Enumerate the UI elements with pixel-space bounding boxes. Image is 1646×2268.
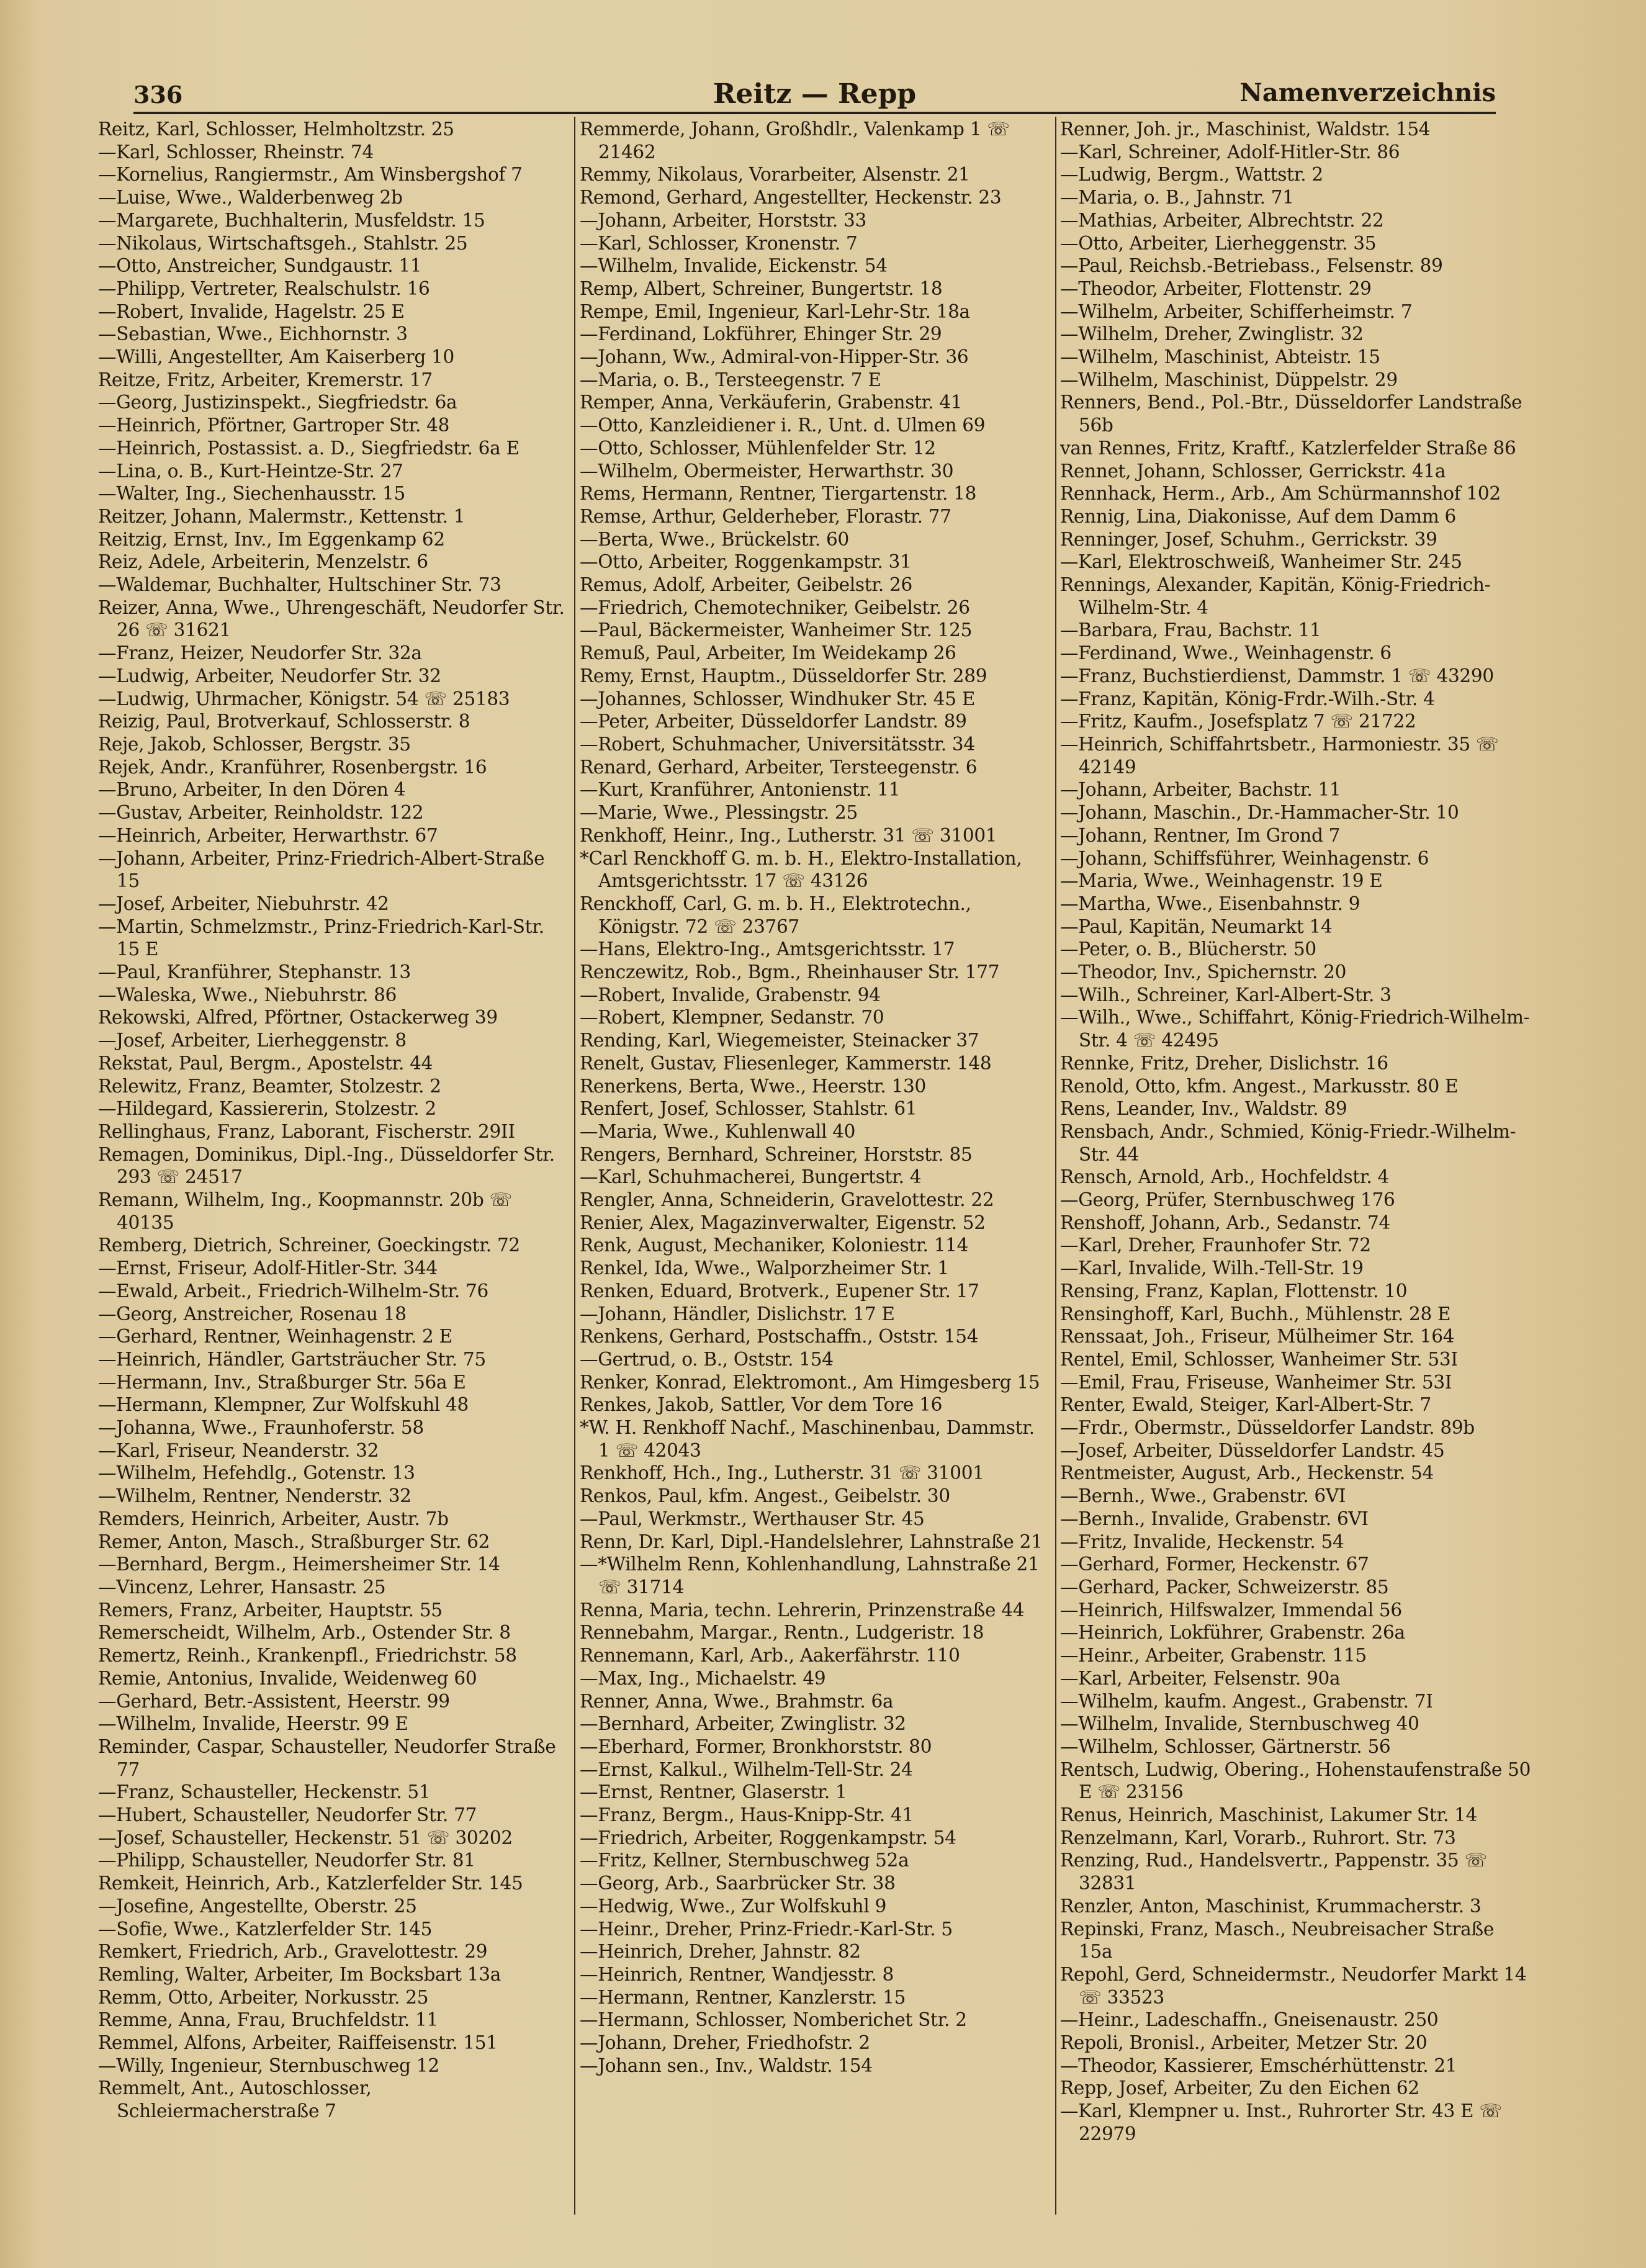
directory-entry: —Gerhard, Packer, Schweizerstr. 85 <box>1060 1577 1389 1598</box>
directory-entry: —Heinrich, Pförtner, Gartroper Str. 48 <box>98 415 450 436</box>
directory-entry: —Ludwig, Bergm., Wattstr. 2 <box>1060 164 1323 186</box>
directory-entry: —Ernst, Friseur, Adolf-Hitler-Str. 344 <box>98 1258 438 1279</box>
directory-entry: —Johanna, Wwe., Fraunhoferstr. 58 <box>98 1417 424 1439</box>
section-title: Namenverzeichnis <box>1239 78 1496 107</box>
directory-entry: —Ludwig, Arbeiter, Neudorfer Str. 32 <box>98 665 441 686</box>
directory-entry: —Otto, Arbeiter, Lierheggenstr. 35 <box>1060 232 1377 254</box>
directory-entry: —Josef, Arbeiter, Lierheggenstr. 8 <box>98 1030 407 1051</box>
directory-entry: Reje, Jakob, Schlosser, Bergstr. 35 <box>98 733 411 755</box>
directory-entry: Renninger, Josef, Schuhm., Gerrickstr. 39 <box>1060 528 1437 550</box>
directory-entry: Renn, Dr. Karl, Dipl.-Handelslehrer, Lahnstraße 21 <box>580 1531 1043 1552</box>
directory-entry: —Georg, Prüfer, Sternbuschweg 176 <box>1060 1189 1395 1211</box>
directory-entry: *Carl Renckhoff G. m. b. H., Elektro-Installation, Amtsgerichtsstr. 17 ☏ 43126 <box>580 847 1022 892</box>
directory-entry: Rellinghaus, Franz, Laborant, Fischerstr. 29II <box>98 1120 515 1142</box>
directory-entry: —Hermann, Schlosser, Nomberichet Str. 2 <box>580 2009 967 2031</box>
directory-entry: —Hans, Elektro-Ing., Amtsgerichtsstr. 17 <box>580 938 955 960</box>
directory-entry: —Maria, o. B., Tersteegenstr. 7 E <box>580 369 881 390</box>
directory-entry: Renkos, Paul, kfm. Angest., Geibelstr. 30 <box>580 1485 950 1507</box>
directory-entry: —Heinrich, Lokführer, Grabenstr. 26a <box>1060 1622 1405 1644</box>
directory-entry: —Gertrud, o. B., Oststr. 154 <box>580 1348 834 1370</box>
directory-entry: —Johann, Arbeiter, Prinz-Friedrich-Albert-Straße 15 <box>98 847 545 892</box>
directory-entry: Renczewitz, Rob., Bgm., Rheinhauser Str. 177 <box>580 961 1000 983</box>
directory-entry: —Margarete, Buchhalterin, Musfeldstr. 15 <box>98 209 485 231</box>
directory-entry: Remond, Gerhard, Angestellter, Heckenstr. 23 <box>580 187 1002 209</box>
directory-entry: Rensbach, Andr., Schmied, König-Friedr.-Wilhelm-Str. 44 <box>1060 1120 1516 1165</box>
directory-entry: Renkhoff, Hch., Ing., Lutherstr. 31 ☏ 31001 <box>580 1462 984 1484</box>
directory-entry: —Wilhelm, Maschinist, Düppelstr. 29 <box>1060 369 1398 390</box>
directory-entry: —Wilhelm, Rentner, Nenderstr. 32 <box>98 1485 412 1507</box>
directory-entry: —Franz, Heizer, Neudorfer Str. 32a <box>98 642 422 664</box>
directory-entry: Rennet, Johann, Schlosser, Gerrickstr. 41a <box>1060 460 1446 482</box>
directory-entry: Remertz, Reinh., Krankenpfl., Friedrichstr. 58 <box>98 1645 517 1667</box>
directory-entry: —Franz, Bergm., Haus-Knipp-Str. 41 <box>580 1804 914 1826</box>
directory-entry: Renter, Ewald, Steiger, Karl-Albert-Str. 7 <box>1060 1394 1431 1416</box>
directory-entry: Rennig, Lina, Diakonisse, Auf dem Damm 6 <box>1060 505 1456 527</box>
directory-entry: Renken, Eduard, Brotverk., Eupener Str. 17 <box>580 1280 979 1302</box>
directory-entry: —Heinrich, Rentner, Wandjesstr. 8 <box>580 1963 894 1985</box>
directory-entry: Remann, Wilhelm, Ing., Koopmannstr. 20b ☏ 40135 <box>98 1189 513 1233</box>
directory-entry: —Karl, Schlosser, Kronenstr. 7 <box>580 232 858 254</box>
directory-entry: Renckhoff, Carl, G. m. b. H., Elektrotechn., Königstr. 72 ☏ 23767 <box>580 893 971 937</box>
directory-entry: —Wilhelm, Schlosser, Gärtnerstr. 56 <box>1060 1735 1391 1757</box>
directory-entry: —Maria, o. B., Jahnstr. 71 <box>1060 187 1294 209</box>
directory-entry: —Wilhelm, kaufm. Angest., Grabenstr. 7I <box>1060 1690 1433 1712</box>
directory-entry: —Max, Ing., Michaelstr. 49 <box>580 1667 826 1689</box>
directory-entry: Remkert, Friedrich, Arb., Gravelottestr. 29 <box>98 1941 488 1963</box>
directory-entry: Reitzer, Johann, Malermstr., Kettenstr. 1 <box>98 505 465 527</box>
directory-entry: —Wilhelm, Arbeiter, Schifferheimstr. 7 <box>1060 300 1413 322</box>
directory-entry: Reizer, Anna, Wwe., Uhrengeschäft, Neudorfer Str. 26 ☏ 31621 <box>98 596 565 641</box>
directory-entry: —Paul, Werkmstr., Werthauser Str. 45 <box>580 1508 925 1529</box>
directory-entry: —Gerhard, Former, Heckenstr. 67 <box>1060 1554 1369 1575</box>
directory-entry: Remme, Anna, Frau, Bruchfeldstr. 11 <box>98 2009 439 2031</box>
directory-entry: —Robert, Invalide, Grabenstr. 94 <box>580 984 881 1006</box>
directory-entry: Renelt, Gustav, Fliesenleger, Kammerstr. 148 <box>580 1052 992 1074</box>
directory-entry: Remie, Antonius, Invalide, Weidenweg 60 <box>98 1667 477 1689</box>
directory-entry: —Karl, Friseur, Neanderstr. 32 <box>98 1439 379 1461</box>
directory-entry: —Gerhard, Rentner, Weinhagenstr. 2 E <box>98 1326 452 1348</box>
directory-entry: —Paul, Reichsb.-Betriebass., Felsenstr. 89 <box>1060 255 1443 277</box>
directory-entry: —Heinrich, Hilfswalzer, Immendal 56 <box>1060 1599 1402 1621</box>
directory-entry: Reminder, Caspar, Schausteller, Neudorfer Straße 77 <box>98 1735 556 1780</box>
directory-entry: Rejek, Andr., Kranführer, Rosenbergstr. 16 <box>98 756 487 778</box>
directory-entry: —Otto, Arbeiter, Roggenkampstr. 31 <box>580 551 912 573</box>
directory-entry: Rems, Hermann, Rentner, Tiergartenstr. 18 <box>580 483 977 505</box>
directory-entry: —Friedrich, Chemotechniker, Geibelstr. 26 <box>580 596 970 618</box>
directory-entry: —Hedwig, Wwe., Zur Wolfskuhl 9 <box>580 1895 887 1917</box>
directory-entry: —Johann sen., Inv., Waldstr. 154 <box>580 2054 873 2076</box>
directory-entry: Reiz, Adele, Arbeiterin, Menzelstr. 6 <box>98 551 428 573</box>
directory-entry: —Heinrich, Arbeiter, Herwarthstr. 67 <box>98 824 438 846</box>
directory-entry: —Wilhelm, Invalide, Eickenstr. 54 <box>580 255 888 277</box>
directory-entry: —Friedrich, Arbeiter, Roggenkampstr. 54 <box>580 1827 956 1848</box>
directory-entry: —Waleska, Wwe., Niebuhrstr. 86 <box>98 984 397 1006</box>
directory-column-1 <box>98 118 570 2123</box>
directory-entry: —Wilhelm, Obermeister, Herwarthstr. 30 <box>580 460 954 482</box>
directory-entry: —Robert, Klempner, Sedanstr. 70 <box>580 1007 884 1028</box>
directory-entry: —Hubert, Schausteller, Neudorfer Str. 77 <box>98 1804 477 1826</box>
directory-entry: —Hermann, Rentner, Kanzlerstr. 15 <box>580 1986 906 2008</box>
directory-entry: Remus, Adolf, Arbeiter, Geibelstr. 26 <box>580 574 912 596</box>
directory-entry: —Kurt, Kranführer, Antonienstr. 11 <box>580 779 901 801</box>
directory-entry: —Philipp, Schausteller, Neudorfer Str. 81 <box>98 1850 475 1871</box>
directory-entry: —Heinrich, Schiffahrtsbetr., Harmoniestr. 35 ☏ 42149 <box>1060 733 1499 778</box>
directory-entry: —Robert, Schuhmacher, Universitätsstr. 34 <box>580 733 975 755</box>
directory-entry: Renkhoff, Heinr., Ing., Lutherstr. 31 ☏ 31001 <box>580 824 997 846</box>
directory-entry: Renkes, Jakob, Sattler, Vor dem Tore 16 <box>580 1394 943 1416</box>
directory-entry: —Ferdinand, Lokführer, Ehinger Str. 29 <box>580 323 942 345</box>
directory-entry: Repp, Josef, Arbeiter, Zu den Eichen 62 <box>1060 2077 1419 2099</box>
directory-entry: —Martin, Schmelzmstr., Prinz-Friedrich-Karl-Str. 15 E <box>98 916 544 960</box>
directory-entry: Renners, Bend., Pol.-Btr., Düsseldorfer Landstraße 56b <box>1060 392 1522 436</box>
directory-entry: —Willy, Ingenieur, Sternbuschweg 12 <box>98 2054 439 2076</box>
directory-entry: —Karl, Arbeiter, Felsenstr. 90a <box>1060 1667 1341 1689</box>
directory-entry: Rens, Leander, Inv., Waldstr. 89 <box>1060 1098 1347 1120</box>
directory-entry: Renold, Otto, kfm. Angest., Markusstr. 80 E <box>1060 1075 1459 1097</box>
directory-entry: Remkeit, Heinrich, Arb., Katzlerfelder Str. 145 <box>98 1873 523 1894</box>
directory-entry: Remers, Franz, Arbeiter, Hauptstr. 55 <box>98 1599 443 1621</box>
directory-entry: Renier, Alex, Magazinverwalter, Eigenstr. 52 <box>580 1212 986 1233</box>
directory-entry: Remper, Anna, Verkäuferin, Grabenstr. 41 <box>580 392 963 413</box>
directory-entry: Remmelt, Ant., Autoschlosser, Schleiermacherstraße 7 <box>98 2077 372 2122</box>
directory-entry: —Karl, Invalide, Wilh.-Tell-Str. 19 <box>1060 1258 1364 1279</box>
directory-entry: —Waldemar, Buchhalter, Hultschiner Str. 73 <box>98 574 501 596</box>
directory-entry: Repoli, Bronisl., Arbeiter, Metzer Str. 20 <box>1060 2032 1428 2054</box>
directory-column-2 <box>580 118 1051 2077</box>
directory-entry: —Sebastian, Wwe., Eichhornstr. 3 <box>98 323 408 345</box>
directory-entry: —Bernh., Invalide, Grabenstr. 6VI <box>1060 1508 1369 1529</box>
directory-entry: —Walter, Ing., Siechenhausstr. 15 <box>98 483 405 505</box>
directory-entry: —Wilh., Schreiner, Karl-Albert-Str. 3 <box>1060 984 1392 1006</box>
directory-entry: —Maria, Wwe., Kuhlenwall 40 <box>580 1120 856 1142</box>
directory-entry: —Otto, Kanzleidiener i. R., Unt. d. Ulmen 69 <box>580 415 986 436</box>
directory-entry: —Luise, Wwe., Walderbenweg 2b <box>98 187 403 209</box>
directory-entry: —Ewald, Arbeit., Friedrich-Wilhelm-Str. 76 <box>98 1280 488 1302</box>
directory-entry: Remerscheidt, Wilhelm, Arb., Ostender Str. 8 <box>98 1622 511 1644</box>
directory-entry: —Wilh., Wwe., Schiffahrt, König-Friedrich-Wilhelm-Str. 4 ☏ 42495 <box>1060 1007 1530 1051</box>
directory-entry: —Franz, Buchstierdienst, Dammstr. 1 ☏ 43290 <box>1060 665 1494 686</box>
directory-entry: —Otto, Anstreicher, Sundgaustr. 11 <box>98 255 422 277</box>
directory-entry: Rensch, Arnold, Arb., Hochfeldstr. 4 <box>1060 1166 1390 1188</box>
directory-entry: —Lina, o. B., Kurt-Heintze-Str. 27 <box>98 460 403 482</box>
directory-entry: —Fritz, Kaufm., Josefsplatz 7 ☏ 21722 <box>1060 711 1416 732</box>
directory-entry: Remse, Arthur, Gelderheber, Florastr. 77 <box>580 505 951 527</box>
directory-entry: —Heinr., Ladeschaffn., Gneisenaustr. 250 <box>1060 2009 1439 2031</box>
directory-entry: —Johann, Dreher, Friedhofstr. 2 <box>580 2032 870 2054</box>
directory-entry: —Wilhelm, Dreher, Zwinglistr. 32 <box>1060 323 1364 345</box>
directory-entry: Renkel, Ida, Wwe., Walporzheimer Str. 1 <box>580 1258 949 1279</box>
directory-entry: —Bruno, Arbeiter, In den Dören 4 <box>98 779 406 801</box>
directory-entry: —Theodor, Inv., Spichernstr. 20 <box>1060 961 1347 983</box>
directory-entry: Renard, Gerhard, Arbeiter, Tersteegenstr. 6 <box>580 756 978 778</box>
directory-entry: —Martha, Wwe., Eisenbahnstr. 9 <box>1060 893 1360 914</box>
directory-entry: Remuß, Paul, Arbeiter, Im Weidekamp 26 <box>580 642 956 664</box>
directory-entry: —Johann, Schiffsführer, Weinhagenstr. 6 <box>1060 847 1429 869</box>
page-header <box>133 73 1496 114</box>
directory-entry: —Gustav, Arbeiter, Reinholdstr. 122 <box>98 802 424 824</box>
directory-entry: Reitzig, Ernst, Inv., Im Eggenkamp 62 <box>98 528 445 550</box>
directory-entry: Renssaat, Joh., Friseur, Mülheimer Str. 164 <box>1060 1326 1455 1348</box>
directory-entry: —Karl, Dreher, Fraunhofer Str. 72 <box>1060 1235 1371 1256</box>
directory-entry: —Frdr., Obermstr., Düsseldorfer Landstr. 89b <box>1060 1417 1475 1439</box>
directory-entry: —Otto, Schlosser, Mühlenfelder Str. 12 <box>580 437 936 459</box>
directory-entry: —Josef, Arbeiter, Düsseldorfer Landstr. 45 <box>1060 1439 1445 1461</box>
directory-entry: —Hermann, Inv., Straßburger Str. 56a E <box>98 1371 466 1393</box>
directory-entry: Remagen, Dominikus, Dipl.-Ing., Düsseldorfer Str. 293 ☏ 24517 <box>98 1143 555 1188</box>
directory-entry: Renner, Joh. jr., Maschinist, Waldstr. 154 <box>1060 119 1431 140</box>
directory-entry: —Heinrich, Händler, Gartsträucher Str. 75 <box>98 1348 486 1370</box>
directory-entry: —Karl, Klempner u. Inst., Ruhrorter Str. 43 E ☏ 22979 <box>1060 2100 1502 2144</box>
column-divider <box>574 117 575 2215</box>
directory-entry: —Bernh., Wwe., Grabenstr. 6VI <box>1060 1485 1346 1507</box>
directory-entry: —*Wilhelm Renn, Kohlenhandlung, Lahnstraße 21 ☏ 31714 <box>580 1554 1040 1598</box>
directory-entry: —Ernst, Kalkul., Wilhelm-Tell-Str. 24 <box>580 1758 913 1780</box>
directory-entry: Rekowski, Alfred, Pförtner, Ostackerweg 39 <box>98 1007 498 1028</box>
directory-entry: —Vincenz, Lehrer, Hansastr. 25 <box>98 1577 386 1598</box>
directory-entry: —Wilhelm, Maschinist, Abteistr. 15 <box>1060 346 1380 368</box>
directory-entry: —Robert, Invalide, Hagelstr. 25 E <box>98 300 405 322</box>
directory-entry: Renzelmann, Karl, Vorarb., Ruhrort. Str. 73 <box>1060 1827 1456 1848</box>
directory-entry: —Sofie, Wwe., Katzlerfelder Str. 145 <box>98 1918 433 1940</box>
directory-entry: Rensing, Franz, Kaplan, Flottenstr. 10 <box>1060 1280 1408 1302</box>
directory-entry: —Georg, Anstreicher, Rosenau 18 <box>98 1303 407 1325</box>
directory-entry: —Ernst, Rentner, Glaserstr. 1 <box>580 1781 847 1803</box>
directory-entry: Renzing, Rud., Handelsvertr., Pappenstr. 35 ☏ 32831 <box>1060 1850 1488 1894</box>
directory-entry: Renfert, Josef, Schlosser, Stahlstr. 61 <box>580 1098 917 1120</box>
directory-entry: —Paul, Kranführer, Stephanstr. 13 <box>98 961 411 983</box>
directory-entry: —Ferdinand, Wwe., Weinhagenstr. 6 <box>1060 642 1392 664</box>
directory-entry: —Johannes, Schlosser, Windhuker Str. 45 E <box>580 688 976 709</box>
directory-entry: —Paul, Bäckermeister, Wanheimer Str. 125 <box>580 619 973 641</box>
directory-entry: —Berta, Wwe., Brückelstr. 60 <box>580 528 849 550</box>
directory-entry: —Marie, Wwe., Plessingstr. 25 <box>580 802 858 824</box>
directory-entry: —Heinrich, Dreher, Jahnstr. 82 <box>580 1941 861 1963</box>
directory-entry: —Josef, Arbeiter, Niebuhrstr. 42 <box>98 893 389 914</box>
directory-entry: Rengers, Bernhard, Schreiner, Horststr. 85 <box>580 1143 973 1165</box>
directory-entry: *W. H. Renkhoff Nachf., Maschinenbau, Dammstr. 1 ☏ 42043 <box>580 1417 1035 1461</box>
directory-entry: Remm, Otto, Arbeiter, Norkusstr. 25 <box>98 1986 429 2008</box>
directory-entry: —Emil, Frau, Friseuse, Wanheimer Str. 53I <box>1060 1371 1452 1393</box>
directory-entry: —Josef, Schausteller, Heckenstr. 51 ☏ 30202 <box>98 1827 513 1848</box>
directory-entry: —Johann, Rentner, Im Grond 7 <box>1060 824 1341 846</box>
directory-entry: —Gerhard, Betr.-Assistent, Heerstr. 99 <box>98 1690 450 1712</box>
directory-entry: —Nikolaus, Wirtschaftsgeh., Stahlstr. 25 <box>98 232 468 254</box>
directory-entry: —Eberhard, Former, Bronkhorststr. 80 <box>580 1735 932 1757</box>
directory-entry: —Heinr., Dreher, Prinz-Friedr.-Karl-Str. 5 <box>580 1918 953 1940</box>
directory-entry: —Johann, Arbeiter, Horststr. 33 <box>580 209 866 231</box>
directory-entry: —Karl, Elektroschweiß, Wanheimer Str. 245 <box>1060 551 1462 573</box>
directory-entry: —Franz, Kapitän, König-Frdr.-Wilh.-Str. 4 <box>1060 688 1435 709</box>
directory-entry: Remer, Anton, Masch., Straßburger Str. 62 <box>98 1531 490 1552</box>
directory-entry: Relewitz, Franz, Beamter, Stolzestr. 2 <box>98 1075 441 1097</box>
directory-entry: Renker, Konrad, Elektromont., Am Himgesberg 15 <box>580 1371 1040 1393</box>
directory-entry: —Heinrich, Postassist. a. D., Siegfriedstr. 6a E <box>98 437 519 459</box>
directory-entry: Renner, Anna, Wwe., Brahmstr. 6a <box>580 1690 894 1712</box>
directory-entry: —Willi, Angestellter, Am Kaiserberg 10 <box>98 346 454 368</box>
directory-entry: Rennings, Alexander, Kapitän, König-Friedrich-Wilhelm-Str. 4 <box>1060 574 1491 618</box>
directory-entry: Rengler, Anna, Schneiderin, Gravelottestr. 22 <box>580 1189 994 1211</box>
page-range-title: Reitz — Repp <box>713 78 917 110</box>
directory-entry: Renshoff, Johann, Arb., Sedanstr. 74 <box>1060 1212 1390 1233</box>
directory-entry: —Franz, Schausteller, Heckenstr. 51 <box>98 1781 431 1803</box>
directory-entry: Remders, Heinrich, Arbeiter, Austr. 7b <box>98 1508 449 1529</box>
directory-entry: Rennke, Fritz, Dreher, Dislichstr. 16 <box>1060 1052 1388 1074</box>
directory-entry: —Karl, Schuhmacherei, Bungertstr. 4 <box>580 1166 922 1188</box>
directory-entry: —Barbara, Frau, Bachstr. 11 <box>1060 619 1321 641</box>
directory-entry: Renzler, Anton, Maschinist, Krummacherstr. 3 <box>1060 1895 1482 1917</box>
directory-entry: —Mathias, Arbeiter, Albrechtstr. 22 <box>1060 209 1384 231</box>
directory-entry: Reizig, Paul, Brotverkauf, Schlosserstr. 8 <box>98 711 470 732</box>
directory-entry: —Johann, Arbeiter, Bachstr. 11 <box>1060 779 1341 801</box>
directory-entry: —Fritz, Invalide, Heckenstr. 54 <box>1060 1531 1344 1552</box>
directory-entry: —Heinr., Arbeiter, Grabenstr. 115 <box>1060 1645 1367 1667</box>
directory-entry: Rennhack, Herm., Arb., Am Schürmannshof 102 <box>1060 483 1501 505</box>
directory-entry: —Kornelius, Rangiermstr., Am Winsbergshof 7 <box>98 164 523 186</box>
directory-entry: —Josefine, Angestellte, Oberstr. 25 <box>98 1895 417 1917</box>
directory-entry: —Theodor, Arbeiter, Flottenstr. 29 <box>1060 277 1372 299</box>
directory-entry: Remling, Walter, Arbeiter, Im Bocksbart 13a <box>98 1963 501 1985</box>
directory-entry: Rending, Karl, Wiegemeister, Steinacker 37 <box>580 1030 979 1051</box>
directory-entry: —Johann, Maschin., Dr.-Hammacher-Str. 10 <box>1060 802 1459 824</box>
directory-entry: Remberg, Dietrich, Schreiner, Goeckingstr. 72 <box>98 1235 520 1256</box>
column-divider <box>1055 117 1056 2215</box>
directory-entry: —Hermann, Klempner, Zur Wolfskuhl 48 <box>98 1394 469 1416</box>
directory-entry: Renkens, Gerhard, Postschaffn., Oststr. 154 <box>580 1326 979 1348</box>
directory-entry: Reitz, Karl, Schlosser, Helmholtzstr. 25 <box>98 119 454 140</box>
directory-entry: Remmel, Alfons, Arbeiter, Raiffeisenstr. 151 <box>98 2032 498 2054</box>
directory-entry: —Peter, o. B., Blücherstr. 50 <box>1060 938 1316 960</box>
directory-entry: —Philipp, Vertreter, Realschulstr. 16 <box>98 277 430 299</box>
directory-entry: —Wilhelm, Invalide, Heerstr. 99 E <box>98 1713 408 1735</box>
directory-entry: —Wilhelm, Hefehdlg., Gotenstr. 13 <box>98 1462 415 1484</box>
directory-entry: Rennemann, Karl, Arb., Aakerfährstr. 110 <box>580 1645 960 1667</box>
directory-entry: —Karl, Schlosser, Rheinstr. 74 <box>98 141 374 163</box>
directory-column-3 <box>1060 118 1532 2146</box>
directory-entry: —Georg, Arb., Saarbrücker Str. 38 <box>580 1873 896 1894</box>
directory-entry: —Theodor, Kassierer, Emschérhüttenstr. 21 <box>1060 2054 1457 2076</box>
directory-entry: Rempe, Emil, Ingenieur, Karl-Lehr-Str. 18a <box>580 300 970 322</box>
directory-entry: Renna, Maria, techn. Lehrerin, Prinzenstraße 44 <box>580 1599 1025 1621</box>
directory-entry: —Karl, Schreiner, Adolf-Hitler-Str. 86 <box>1060 141 1400 163</box>
directory-entry: —Paul, Kapitän, Neumarkt 14 <box>1060 916 1333 937</box>
directory-entry: Remmerde, Johann, Großhdlr., Valenkamp 1 ☏ 21462 <box>580 119 1010 163</box>
directory-entry: Remp, Albert, Schreiner, Bungertstr. 18 <box>580 277 943 299</box>
directory-entry: Rensinghoff, Karl, Buchh., Mühlenstr. 28 E <box>1060 1303 1451 1325</box>
directory-entry: —Bernhard, Arbeiter, Zwinglistr. 32 <box>580 1713 906 1735</box>
directory-entry: Renk, August, Mechaniker, Koloniestr. 114 <box>580 1235 969 1256</box>
directory-entry: Rentel, Emil, Schlosser, Wanheimer Str. 53I <box>1060 1348 1458 1370</box>
directory-entry: Renus, Heinrich, Maschinist, Lakumer Str. 14 <box>1060 1804 1478 1826</box>
directory-entry: Remy, Ernst, Hauptm., Düsseldorfer Str. 289 <box>580 665 987 686</box>
directory-entry: Rentsch, Ludwig, Obering., Hohenstaufenstraße 50 E ☏ 23156 <box>1060 1758 1531 1803</box>
directory-entry: —Bernhard, Bergm., Heimersheimer Str. 14 <box>98 1554 500 1575</box>
directory-entry: —Peter, Arbeiter, Düsseldorfer Landstr. 89 <box>580 711 967 732</box>
directory-entry: —Johann, Händler, Dislichstr. 17 E <box>580 1303 895 1325</box>
directory-entry: —Johann, Ww., Admiral-von-Hipper-Str. 36 <box>580 346 969 368</box>
directory-entry: —Maria, Wwe., Weinhagenstr. 19 E <box>1060 870 1383 892</box>
directory-entry: —Hildegard, Kassiererin, Stolzestr. 2 <box>98 1098 436 1120</box>
directory-entry: Rennebahm, Margar., Rentn., Ludgeristr. 18 <box>580 1622 984 1644</box>
directory-entry: Remmy, Nikolaus, Vorarbeiter, Alsenstr. 21 <box>580 164 970 186</box>
directory-entry: Rentmeister, August, Arb., Heckenstr. 54 <box>1060 1462 1434 1484</box>
directory-entry: Repohl, Gerd, Schneidermstr., Neudorfer Markt 14 ☏ 33523 <box>1060 1963 1527 2008</box>
directory-entry: van Rennes, Fritz, Kraftf., Katzlerfelder Straße 86 <box>1060 437 1516 459</box>
directory-entry: Repinski, Franz, Masch., Neubreisacher Straße 15a <box>1060 1918 1494 1963</box>
page-number: 336 <box>133 81 183 109</box>
directory-entry: —Georg, Justizinspekt., Siegfriedstr. 6a <box>98 392 457 413</box>
directory-entry: Renerkens, Berta, Wwe., Heerstr. 130 <box>580 1075 926 1097</box>
directory-entry: Rekstat, Paul, Bergm., Apostelstr. 44 <box>98 1052 433 1074</box>
directory-entry: Reitze, Fritz, Arbeiter, Kremerstr. 17 <box>98 369 433 390</box>
directory-entry: —Fritz, Kellner, Sternbuschweg 52a <box>580 1850 909 1871</box>
directory-entry: —Wilhelm, Invalide, Sternbuschweg 40 <box>1060 1713 1419 1735</box>
directory-entry: —Ludwig, Uhrmacher, Königstr. 54 ☏ 25183 <box>98 688 510 709</box>
